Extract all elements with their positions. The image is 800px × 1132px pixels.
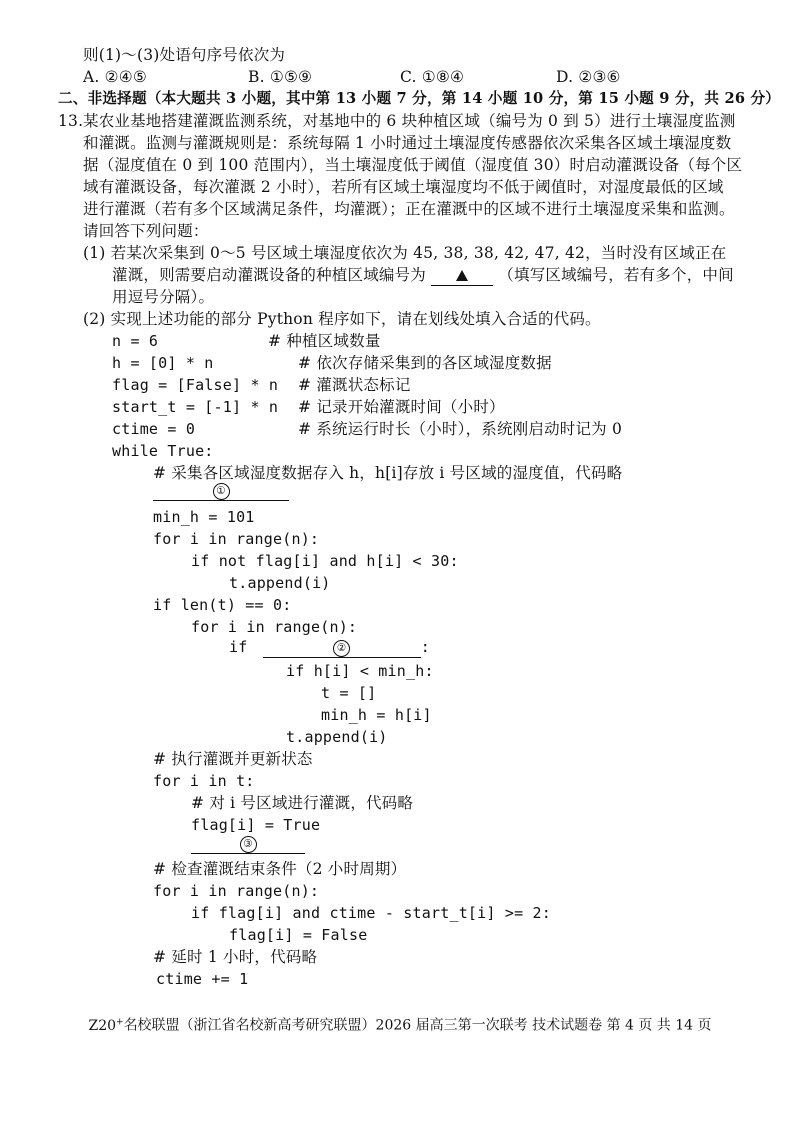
blank-number: ② <box>333 640 350 657</box>
code-line: t.append(i) <box>286 728 388 746</box>
part1-answer-line: 灌溉，则需要启动灌溉设备的种植区域编号为 （填写区域编号，若有多个，中间 <box>112 266 734 284</box>
code-comment: # 灌溉状态标记 <box>298 376 411 394</box>
part2-intro: (2) 实现上述功能的部分 Python 程序如下，请在划线处填入合适的代码。 <box>83 310 601 328</box>
code-line: for i in t: <box>153 772 255 790</box>
code-comment: # 延时 1 小时，代码略 <box>153 948 318 966</box>
code-line: flag[i] = False <box>229 926 368 944</box>
code-blank-3[interactable] <box>191 832 305 854</box>
code-comment: # 种植区域数量 <box>268 332 381 350</box>
code-comment: # 采集各区域湿度数据存入 h，h[i]存放 i 号区域的湿度值，代码略 <box>153 464 623 482</box>
question-number: 13. <box>58 112 84 130</box>
code-line: h = [0] * n <box>112 354 214 372</box>
question-stem-line: 某农业基地搭建灌溉监测系统，对基地中的 6 块种植区域（编号为 0 到 5）进行土壤湿度监测 <box>83 112 736 130</box>
code-comment: # 执行灌溉并更新状态 <box>153 750 313 768</box>
code-blank-2[interactable] <box>263 637 421 658</box>
code-line: if len(t) == 0: <box>153 596 292 614</box>
question-stem-line: 请回答下列问题： <box>83 222 209 240</box>
code-line: min_h = h[i] <box>321 706 432 724</box>
question-stem-line: 据（湿度值在 0 到 100 范围内），当土壤湿度低于阈值（湿度值 30）时启动灌溉设备（每个区 <box>83 156 743 174</box>
code-line: ctime += 1 <box>156 970 249 988</box>
code-line-blank-2: if ② : <box>229 638 430 656</box>
code-comment: # 系统运行时长（小时），系统刚启动时记为 0 <box>298 420 623 438</box>
question-stem-line: 和灌溉。监测与灌溉规则是：系统每隔 1 小时通过土壤湿度传感器依次采集各区域土壤湿度数 <box>83 134 732 152</box>
code-comment: # 依次存储采集到的各区域湿度数据 <box>298 354 552 372</box>
code-line: if not flag[i] and h[i] < 30: <box>191 552 459 570</box>
code-line: n = 6 <box>112 332 159 350</box>
answer-blank[interactable] <box>431 265 493 286</box>
question-stem-line: 域有灌溉设备，每次灌溉 2 小时），若所有区域土壤湿度均不低于阈值时，对湿度最低的区域 <box>83 178 724 196</box>
part1-line: 用逗号分隔）。 <box>112 288 215 306</box>
footer-text: 名校联盟（浙江省名校新高考研究联盟）2026 届高三第一次联考 技术试题卷 第 4 页 共 14 页 <box>123 1017 712 1034</box>
q12-prompt: 则(1)～(3)处语句序号依次为 <box>83 46 286 64</box>
blank-number: ③ <box>240 836 257 853</box>
page-footer <box>0 1012 800 1036</box>
code-comment: # 对 i 号区域进行灌溉，代码略 <box>191 794 414 812</box>
code-line: flag = [False] * n <box>112 376 279 394</box>
code-line: ctime = 0 <box>112 420 196 438</box>
code-line: t.append(i) <box>229 574 331 592</box>
code-line: flag[i] = True <box>191 816 321 834</box>
code-comment: # 检查灌溉结束条件（2 小时周期） <box>153 860 407 878</box>
q12-option-c: C. ①⑧④ <box>400 68 465 86</box>
question-stem-line: 进行灌溉（若有多个区域满足条件，均灌溉）；正在灌溉中的区域不进行土壤湿度采集和监测。 <box>83 200 735 218</box>
code-line: start_t = [-1] * n <box>112 398 279 416</box>
q12-option-b: B. ①⑤⑨ <box>248 68 313 86</box>
code-comment: # 记录开始灌溉时间（小时） <box>298 398 505 416</box>
code-line: while True: <box>112 442 214 460</box>
brand-logo: Z20+ <box>88 1017 124 1034</box>
part1-line: (1) 若某次采集到 0～5 号区域土壤湿度依次为 45, 38, 38, 42, 47, 42，当时没有区域正在 <box>83 244 727 262</box>
code-line: for i in range(n): <box>191 618 358 636</box>
code-line: t = [] <box>321 684 377 702</box>
blank-number: ① <box>213 483 230 500</box>
triangle-icon <box>456 270 468 281</box>
code-line: if flag[i] and ctime - start_t[i] >= 2: <box>191 904 551 922</box>
code-line: if h[i] < min_h: <box>286 662 434 680</box>
code-line: for i in range(n): <box>153 882 320 900</box>
q12-option-a: A. ②④⑤ <box>83 68 147 86</box>
section-heading: 二、非选择题（本大题共 3 小题，其中第 13 小题 7 分，第 14 小题 10 分，第 15 小题 9 分，共 26 分） <box>58 90 781 107</box>
code-line: for i in range(n): <box>153 530 320 548</box>
code-line: min_h = 101 <box>153 508 255 526</box>
q12-option-d: D. ②③⑥ <box>556 68 621 86</box>
code-blank-1[interactable] <box>153 479 289 501</box>
